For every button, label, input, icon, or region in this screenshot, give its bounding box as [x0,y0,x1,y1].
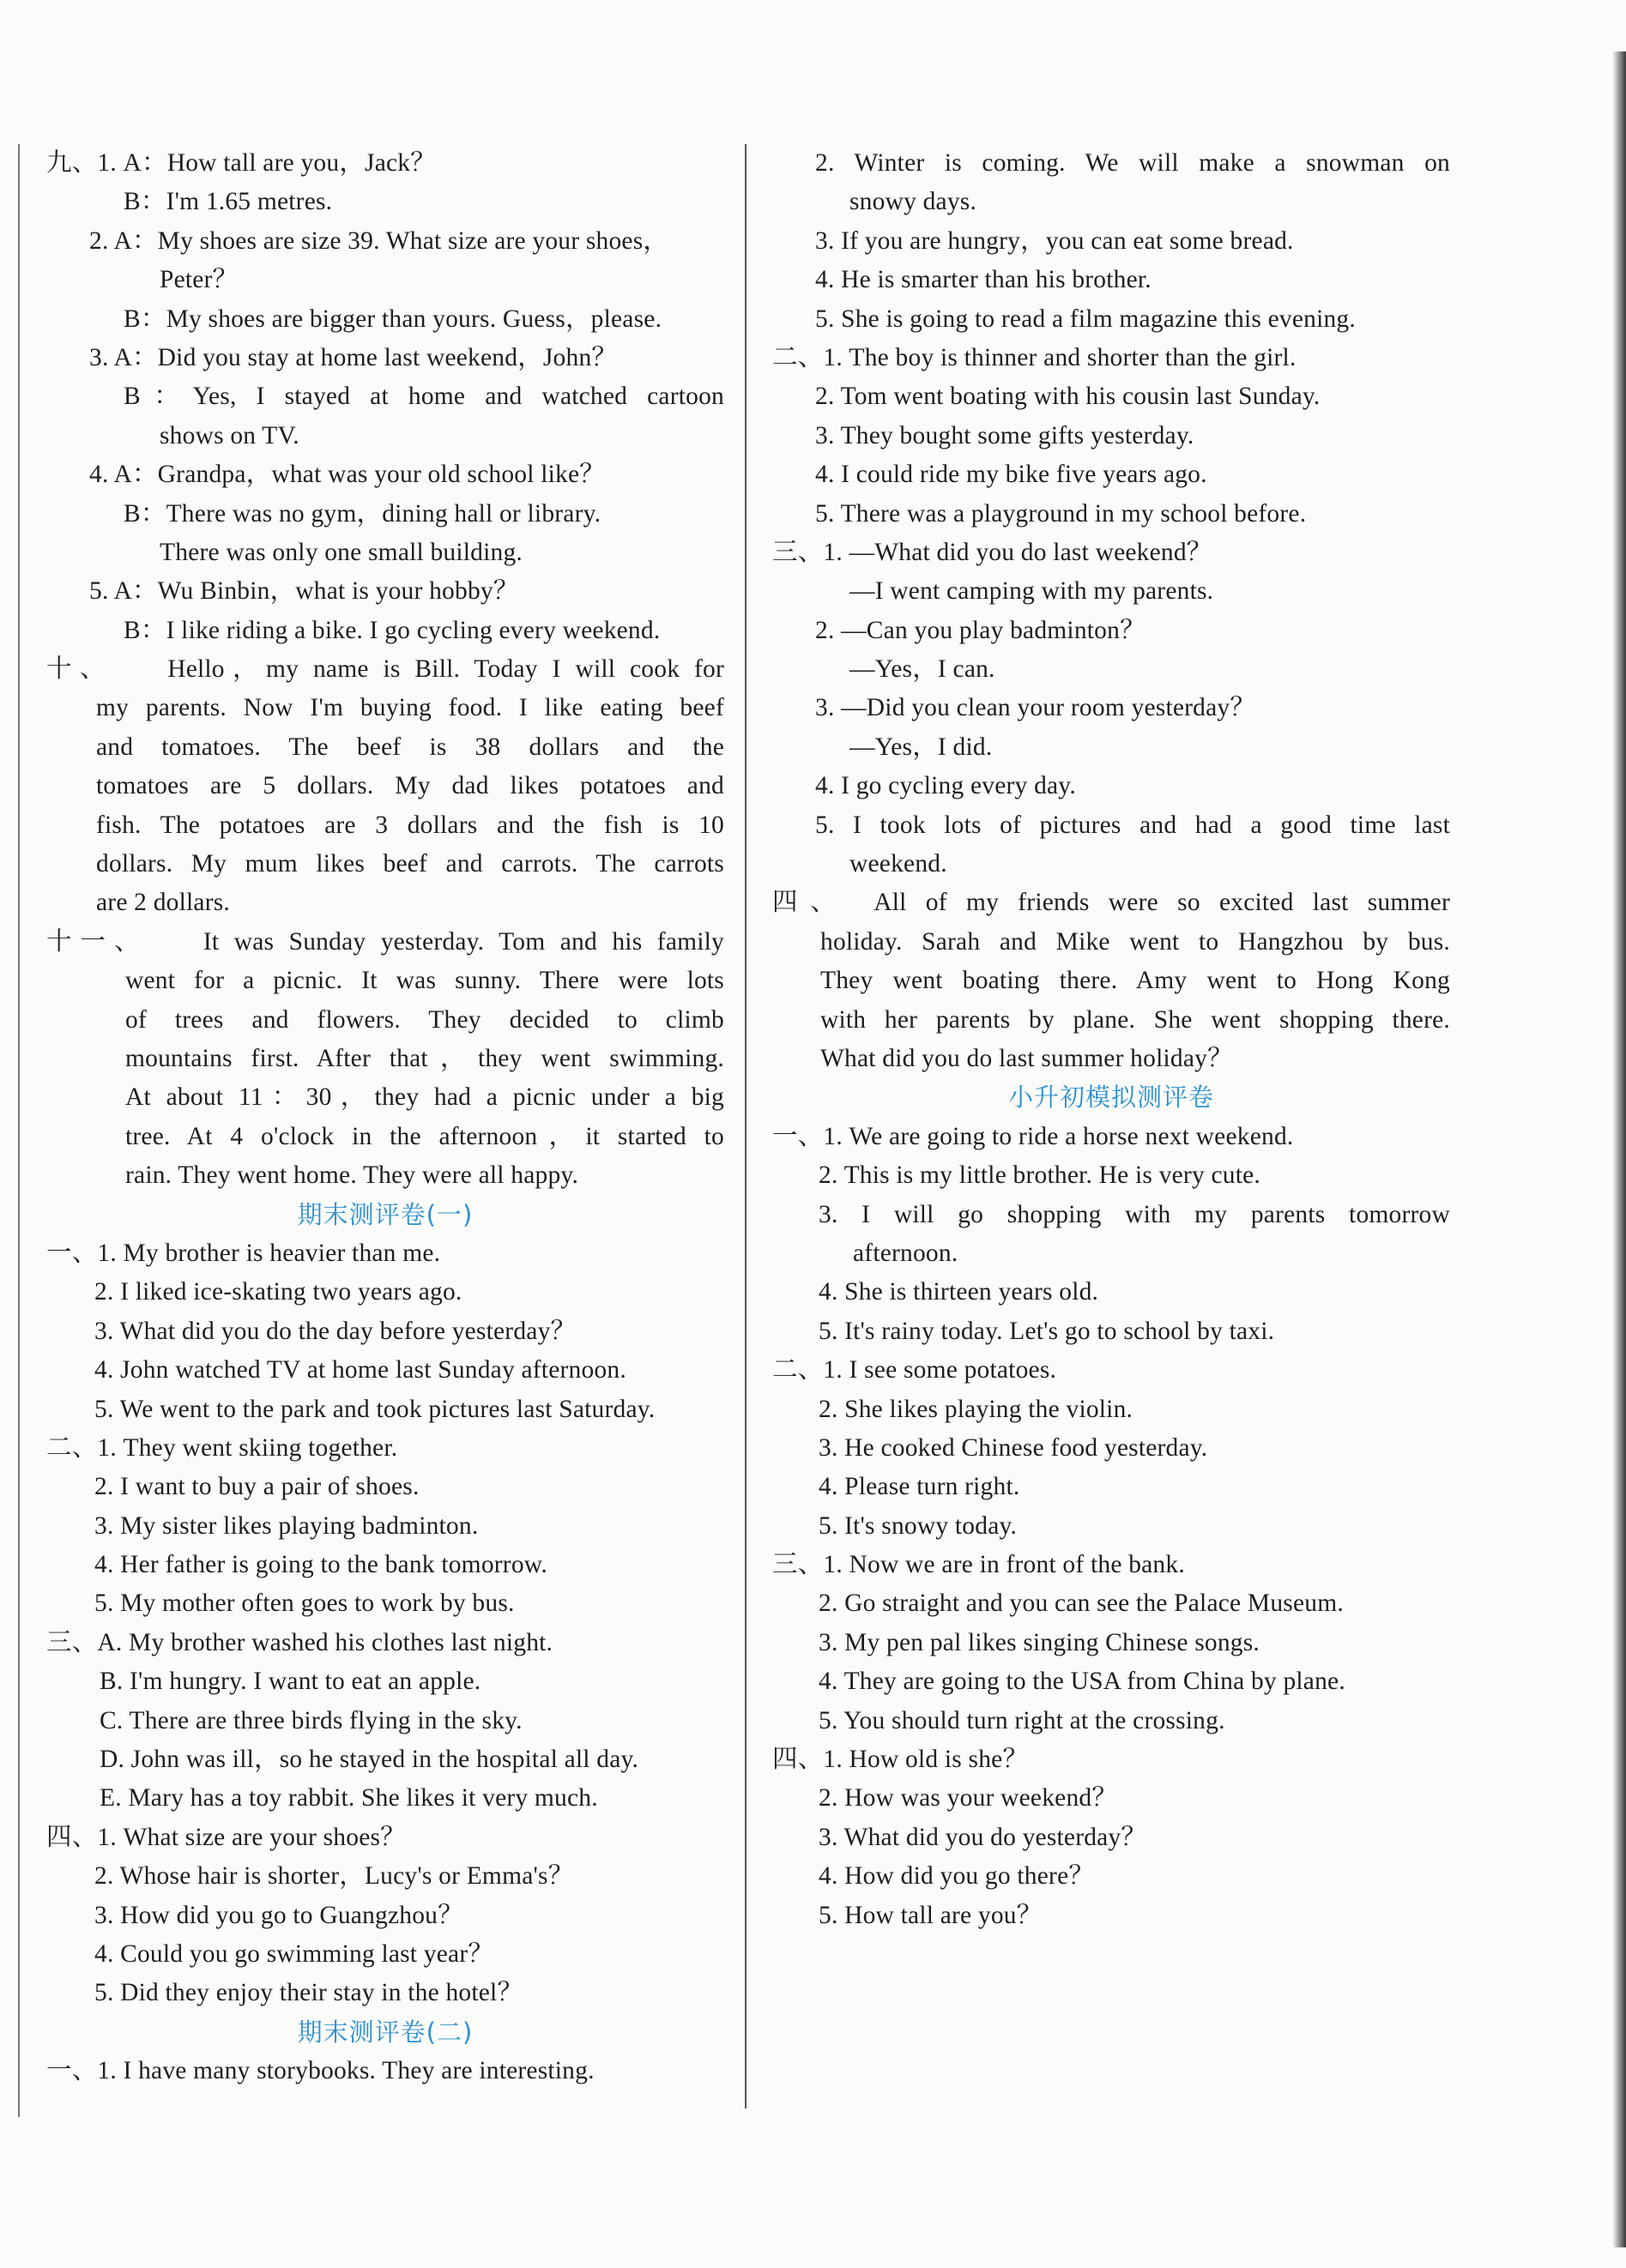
answer-line: 4. How did you go there？ [819,1862,1095,1891]
answer-line: 5. A：Wu Binbin，what is your hobby？ [89,577,519,606]
answer-line: 3. If you are hungry，you can eat some bread. [815,226,1294,255]
answer-line: 5. Did they enjoy their stay in the hotel？ [94,1979,523,2007]
answer-line: 2. How was your weekend？ [819,1784,1118,1813]
answer-line: 3. He cooked Chinese food yesterday. [819,1433,1208,1462]
answer-line: 二、1. I see some potatoes. [772,1356,1057,1384]
right-column [772,144,1450,1935]
answer-line: B：I like riding a bike. I go cycling every weekend. [124,616,661,644]
answer-line: and tomatoes. The beef is 38 dollars and the [96,733,724,761]
answer-line: 2. Go straight and you can see the Palace Museum. [819,1589,1344,1618]
answer-line: fish. The potatoes are 3 dollars and the fish is 10 [96,811,724,839]
answer-line: went for a picnic. It was sunny. There were lots [125,967,724,995]
answer-line: 5. It's rainy today. Let's go to school by taxi. [819,1317,1275,1345]
answer-line: 十、 Hello，my name is Bill. Today I will cook for [46,655,724,684]
answer-line: 5. How tall are you？ [819,1901,1043,1929]
answer-line: dollars. My mum likes beef and carrots. The carrots [96,850,724,878]
answer-line: afternoon. [853,1239,958,1267]
answer-line: mountains first. After that，they went swimming. [125,1044,724,1072]
answer-line: 三、A. My brother washed his clothes last night. [46,1628,553,1656]
answer-line: 一、1. We are going to ride a horse next weekend. [772,1122,1294,1150]
answer-line: 3. How did you go to Guangzhou？ [94,1901,463,1929]
answer-line: 2. I liked ice-skating two years ago. [94,1278,462,1306]
answer-line: 4. He is smarter than his brother. [815,266,1151,294]
answer-line: 2. She likes playing the violin. [819,1395,1133,1423]
answer-line: 5. I took lots of pictures and had a good time last [815,811,1450,839]
answer-line: rain. They went home. They were all happy. [125,1161,579,1190]
answer-line: 4. She is thirteen years old. [819,1278,1099,1306]
answer-line: 4. John watched TV at home last Sunday afternoon. [94,1356,626,1384]
answer-line: 4. A：Grandpa，what was your old school like？ [89,461,605,489]
answer-line: —Yes，I did. [849,733,993,761]
answer-line: —Yes，I can. [849,655,995,684]
answer-line: 3. My sister likes playing badminton. [94,1511,479,1540]
answer-line: —I went camping with my parents. [849,577,1214,606]
answer-line: 5. We went to the park and took pictures last Saturday. [94,1395,656,1423]
answer-line: 四、1. How old is she？ [772,1746,1029,1774]
answer-line: 2. A：My shoes are size 39. What size are your shoes， [89,226,669,255]
answer-line: 4. Her father is going to the bank tomorrow. [94,1551,547,1579]
answer-line: 4. Please turn right. [819,1473,1020,1501]
page-binding-shadow [1612,51,1626,2247]
answer-line: 4. I could ride my bike five years ago. [815,461,1207,489]
answer-line: B：There was no gym，dining hall or library. [124,499,601,528]
answer-line: B：My shoes are bigger than yours. Guess，please. [124,305,662,333]
answer-line: of trees and flowers. They decided to climb [125,1005,724,1034]
column-divider [745,144,747,2108]
answer-line: 2. Tom went boating with his cousin last Sunday. [815,383,1321,411]
answer-line: snowy days. [849,188,977,216]
answer-line: 5. She is going to read a film magazine this evening. [815,305,1356,333]
answer-line: Peter？ [160,266,239,294]
answer-line: 3. My pen pal likes singing Chinese songs. [819,1628,1260,1656]
answer-line: 3. —Did you clean your room yesterday？ [815,694,1256,722]
answer-line: They went boating there. Amy went to Hong Kong [820,967,1450,995]
answer-line: shows on TV. [160,421,299,449]
answer-line: B. I'm hungry. I want to eat an apple. [100,1668,481,1696]
section-title: 期末测评卷(一) [297,1199,474,1229]
answer-line: my parents. Now I'm buying food. I like eating beef [96,694,724,722]
answer-line: 三、1. —What did you do last weekend？ [772,538,1212,566]
answer-line: with her parents by plane. She went shopping there. [820,1005,1450,1034]
answer-line: 3. What did you do the day before yesterday？ [94,1317,577,1345]
answer-line: 3. They bought some gifts yesterday. [815,421,1194,449]
left-column [46,144,724,2091]
answer-line: 5. My mother often goes to work by bus. [94,1589,515,1618]
answer-line: 3. What did you do yesterday？ [819,1823,1147,1851]
answer-line: B：I'm 1.65 metres. [124,188,333,216]
answer-line: D. John was ill，so he stayed in the hospital all day. [100,1746,639,1774]
answer-line: tree. At 4 o'clock in the afternoon，it started to [125,1122,724,1150]
answer-line: 4. I go cycling every day. [815,772,1076,800]
answer-line: What did you do last summer holiday？ [820,1044,1233,1072]
answer-line: 4. They are going to the USA from China by plane. [819,1668,1345,1696]
answer-line: 四、1. What size are your shoes？ [46,1823,406,1851]
answer-line: weekend. [849,850,947,878]
answer-line: 四、 All of my friends were so excited last summer [772,889,1450,917]
answer-line: 5. You should turn right at the crossing. [819,1706,1225,1734]
answer-line: B：Yes, I stayed at home and watched cartoon [124,383,724,411]
answer-line: 三、1. Now we are in front of the bank. [772,1551,1185,1579]
answer-line: 5. There was a playground in my school before. [815,499,1307,528]
answer-line: 5. It's snowy today. [819,1511,1018,1540]
answer-line: are 2 dollars. [96,889,230,917]
answer-line: C. There are three birds flying in the sky. [100,1706,523,1734]
answer-line: 3. I will go shopping with my parents tomorrow [819,1200,1450,1228]
answer-line: 一、1. My brother is heavier than me. [46,1239,441,1267]
answer-line: At about 11：30，they had a picnic under a big [125,1083,724,1112]
answer-line: E. Mary has a toy rabbit. She likes it very much. [100,1784,598,1813]
answer-line: 2. Winter is coming. We will make a snowman on [815,149,1450,177]
answer-line: 2. I want to buy a pair of shoes. [94,1473,420,1501]
answer-line: 2. This is my little brother. He is very cute. [819,1161,1260,1190]
section-title: 小升初模拟测评卷 [1007,1083,1214,1113]
answer-line: There was only one small building. [160,538,523,566]
answer-line: 二、1. They went skiing together. [46,1433,398,1462]
answer-line: 4. Could you go swimming last year？ [94,1939,494,1968]
left-margin-line [18,144,20,2117]
answer-line: 十一、 It was Sunday yesterday. Tom and his family [46,927,724,956]
section-title: 期末测评卷(二) [297,2017,474,2047]
answer-line: tomatoes are 5 dollars. My dad likes potatoes and [96,772,724,800]
answer-line: 一、1. I have many storybooks. They are interesting. [46,2057,595,2085]
answer-line: 2. —Can you play badminton？ [815,616,1145,644]
answer-line: 2. Whose hair is shorter，Lucy's or Emma's？ [94,1862,574,1891]
answer-line: 3. A：Did you stay at home last weekend，John？ [89,343,618,371]
answer-line: 九、1. A：How tall are you，Jack？ [46,149,436,177]
answer-line: holiday. Sarah and Mike went to Hangzhou by bus. [820,927,1450,956]
answer-line: 二、1. The boy is thinner and shorter than the girl. [772,343,1297,371]
